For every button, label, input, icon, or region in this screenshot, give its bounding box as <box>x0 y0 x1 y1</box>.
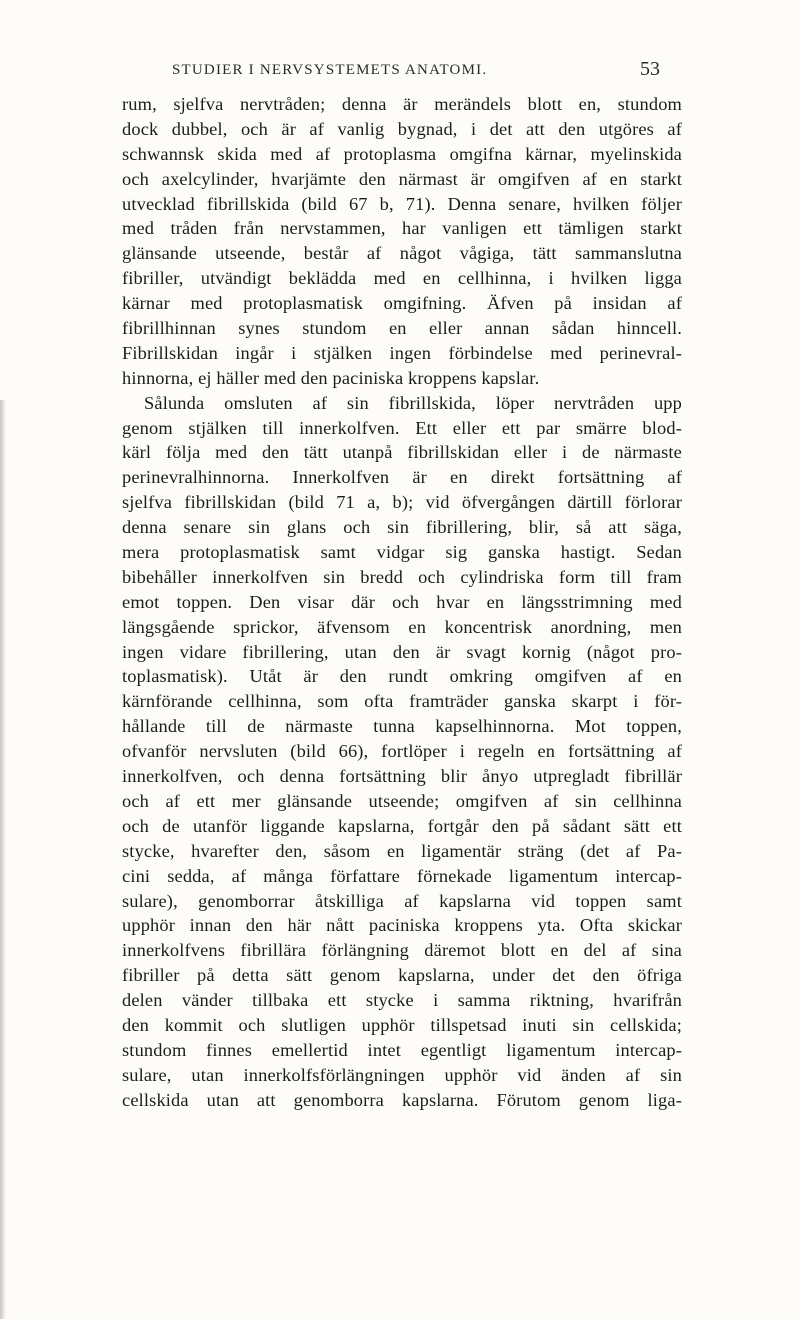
text-line: utvecklad fibrillskida (bild 67 b, 71). Denna senare, hvilken följer <box>122 193 682 214</box>
text-line: hållande till de närmaste tunna kapselhinnorna. Mot toppen, <box>122 716 682 737</box>
text-line: schwannsk skida med af protoplasma omgifna kärnar, myelinskida <box>122 143 682 164</box>
text-line: bibehåller innerkolfven sin bredd och cylindriska form till fram <box>122 566 682 587</box>
text-line: innerkolfven, och denna fortsättning blir ånyo utpregladt fibrillär <box>122 766 682 787</box>
text-line: den kommit och slutligen upphör tillspetsad inuti sin cellskida; <box>122 1014 682 1035</box>
text-line: stycke, hvarefter den, såsom en ligamentär sträng (det af Pa- <box>122 840 682 861</box>
text-line: och de utanför liggande kapslarna, fortgår den på sådant sätt ett <box>122 815 682 836</box>
running-head: STUDIER I NERVSYSTEMETS ANATOMI. <box>172 62 488 78</box>
text-line: glänsande utseende, består af något vågiga, tätt sammanslutna <box>122 243 682 264</box>
text-line: kärl följa med den tätt utanpå fibrillskidan eller i de närmaste <box>122 442 682 463</box>
text-line: denna senare sin glans och sin fibrillering, blir, så att säga, <box>122 517 682 538</box>
text-line: Sålunda omsluten af sin fibrillskida, löper nervtråden upp <box>144 392 682 413</box>
text-line: delen vänder tillbaka ett stycke i samma riktning, hvarifrån <box>122 990 682 1011</box>
text-line: genom stjälken till innerkolfven. Ett eller ett par smärre blod- <box>122 417 682 438</box>
text-line: sulare, utan innerkolfsförlängningen upphör vid änden af sin <box>122 1064 682 1085</box>
text-line: kärnförande cellhinna, som ofta framträder ganska skarpt i för- <box>122 691 682 712</box>
text-line: toplasmatisk). Utåt är den rundt omkring omgifven af en <box>122 666 682 687</box>
text-line: sjelfva fibrillskidan (bild 71 a, b); vid öfvergången därtill förlorar <box>122 492 682 513</box>
text-line: Fibrillskidan ingår i stjälken ingen förbindelse med perinevral- <box>122 342 682 363</box>
text-line: fibrillhinnan synes stundom en eller annan sådan hinncell. <box>122 318 682 339</box>
text-line: fibriller på detta sätt genom kapslarna, under det den öfriga <box>122 965 682 986</box>
text-line: emot toppen. Den visar där och hvar en längsstrimning med <box>122 591 682 612</box>
page-header <box>0 58 800 88</box>
text-line: perinevralhinnorna. Innerkolfven är en direkt fortsättning af <box>122 467 682 488</box>
text-line: och af ett mer glänsande utseende; omgifven af sin cellhinna <box>122 790 682 811</box>
page-binding-shadow <box>0 400 6 1319</box>
text-line: kärnar med protoplasmatisk omgifning. Äfven på insidan af <box>122 293 682 314</box>
text-line: fibriller, utvändigt beklädda med en cellhinna, i hvilken ligga <box>122 268 682 289</box>
text-line: dock dubbel, och är af vanlig bygnad, i det att den utgöres af <box>122 118 682 139</box>
text-line: och axelcylinder, hvarjämte den närmast är omgifven af en starkt <box>122 168 682 189</box>
text-line: innerkolfvens fibrillära förlängning däremot blott en del af sina <box>122 940 682 961</box>
text-line: stundom finnes emellertid intet egentligt ligamentum intercap- <box>122 1039 682 1060</box>
text-line: cini sedda, af många författare förnekade ligamentum intercap- <box>122 865 682 886</box>
text-line: ofvanför nervsluten (bild 66), fortlöper i regeln en fortsättning af <box>122 741 682 762</box>
text-line: cellskida utan att genomborra kapslarna. Förutom genom liga- <box>122 1089 682 1110</box>
text-line: hinnorna, ej häller med den paciniska kroppens kapslar. <box>122 367 540 388</box>
text-line: rum, sjelfva nervtråden; denna är merändels blott en, stundom <box>122 94 682 114</box>
text-line: mera protoplasmatisk samt vidgar sig ganska hastigt. Sedan <box>122 542 682 563</box>
page-number: 53 <box>640 58 660 80</box>
text-line: sulare), genomborrar åtskilliga af kapslarna vid toppen samt <box>122 890 682 911</box>
body-text <box>122 92 682 1113</box>
text-line: med tråden från nervstammen, har vanligen ett tämligen starkt <box>122 218 682 239</box>
text-line: upphör innan den här nått paciniska kroppens yta. Ofta skickar <box>122 915 682 936</box>
text-line: längsgående sprickor, äfvensom en koncentrisk anordning, men <box>122 616 682 637</box>
text-line: ingen vidare fibrillering, utan den är svagt kornig (något pro- <box>122 641 682 662</box>
